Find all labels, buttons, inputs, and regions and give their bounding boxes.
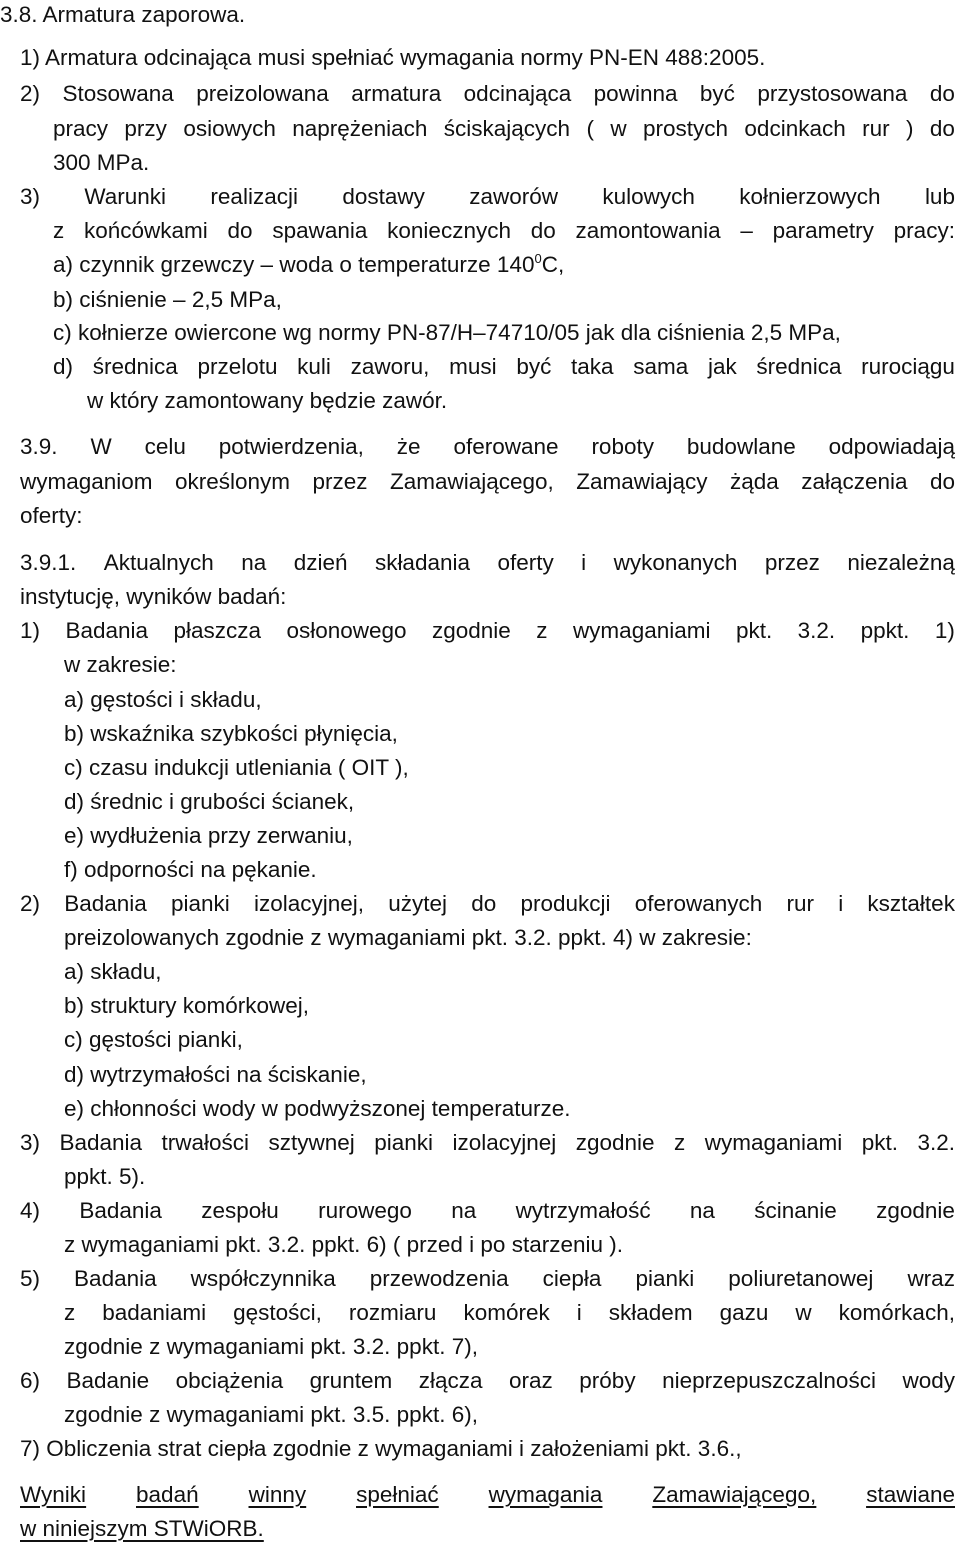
text-line: 2) Stosowana preizolowana armatura odcinająca powinna być przystosowana do [20, 81, 955, 106]
text-line: 3.8. Armatura zaporowa. [0, 2, 246, 27]
text-line: instytucję, wyników badań: [20, 584, 287, 609]
text-line: d) wytrzymałości na ściskanie, [64, 1062, 367, 1087]
text-line: w który zamontowany będzie zawór. [87, 388, 448, 413]
text-line: z wymaganiami pkt. 3.2. ppkt. 6) ( przed i po starzeniu ). [64, 1232, 623, 1257]
text-line: a) czynnik grzewczy – woda o temperaturze $140^0C$, [53, 251, 565, 277]
text-line: 3.9.1. Aktualnych na dzień składania oferty i wykonanych przez niezależną [20, 550, 955, 575]
text-line: zgodnie z wymaganiami pkt. 3.2. ppkt. 7), [64, 1334, 478, 1359]
text-line: f) odporności na pękanie. [64, 857, 317, 882]
text-line: z badaniami gęstości, rozmiaru komórek i składem gazu w komórkach, [64, 1300, 955, 1325]
text-line: c) gęstości pianki, [64, 1027, 243, 1052]
text-line: 5) Badania współczynnika przewodzenia ciepła pianki poliuretanowej wraz [20, 1266, 955, 1291]
text-line: d) średnic i grubości ścianek, [64, 789, 355, 814]
text-line: 7) Obliczenia strat ciepła zgodnie z wymaganiami i założeniami pkt. 3.6., [20, 1436, 742, 1461]
text-line: z końcówkami do spawania koniecznych do zamontowania – parametry pracy: [53, 218, 955, 243]
text-line: b) wskaźnika szybkości płynięcia, [64, 721, 398, 746]
text-line: 3) Warunki realizacji dostawy zaworów kulowych kołnierzowych lub [20, 184, 955, 209]
text-line: d) średnica przelotu kuli zaworu, musi być taka sama jak średnica rurociągu [53, 354, 955, 379]
text-line: w niniejszym STWiORB. [20, 1516, 264, 1541]
text-line: e) wydłużenia przy zerwaniu, [64, 823, 353, 848]
text-line: pracy przy osiowych naprężeniach ściskających ( w prostych odcinkach rur ) do [53, 116, 955, 141]
text-line: preizolowanych zgodnie z wymaganiami pkt. 3.2. ppkt. 4) w zakresie: [64, 925, 752, 950]
text-line: wymaganiom określonym przez Zamawiającego, Zamawiający żąda załączenia do [20, 469, 955, 494]
text-line: b) struktury komórkowej, [64, 993, 310, 1018]
text-line: c) czasu indukcji utleniania ( OIT ), [64, 755, 409, 780]
text-line: 1) Armatura odcinająca musi spełniać wymagania normy PN-EN 488:2005. [20, 45, 766, 70]
text-line: b) ciśnienie – 2,5 MPa, [53, 287, 282, 312]
text-line: 2) Badania pianki izolacyjnej, użytej do produkcji oferowanych rur i kształtek [20, 891, 955, 916]
text-line: 1) Badania płaszcza osłonowego zgodnie z wymaganiami pkt. 3.2. ppkt. 1) [20, 618, 955, 643]
text-line: 3.9. W celu potwierdzenia, że oferowane roboty budowlane odpowiadają [20, 434, 955, 459]
text-line: a) gęstości i składu, [64, 687, 262, 712]
text-line: e) chłonności wody w podwyższonej temperaturze. [64, 1096, 571, 1121]
text-line: 4) Badania zespołu rurowego na wytrzymałość na ścinanie zgodnie [20, 1198, 955, 1223]
text-line: ppkt. 5). [64, 1164, 146, 1189]
text-line: Wyniki badań winny spełniać wymagania Zamawiającego, stawiane [20, 1482, 955, 1507]
text-line: oferty: [20, 503, 83, 528]
text-line: c) kołnierze owiercone wg normy PN-87/H–74710/05 jak dla ciśnienia 2,5 MPa, [53, 320, 841, 345]
text-line: 6) Badanie obciążenia gruntem złącza oraz próby nieprzepuszczalności wody [20, 1368, 955, 1393]
text-line: zgodnie z wymaganiami pkt. 3.5. ppkt. 6), [64, 1402, 478, 1427]
text-line: 3) Badania trwałości sztywnej pianki izolacyjnej zgodnie z wymaganiami pkt. 3.2. [20, 1130, 955, 1155]
text-line: a) składu, [64, 959, 162, 984]
text-line: w zakresie: [64, 652, 177, 677]
text-line: 300 MPa. [53, 150, 150, 175]
